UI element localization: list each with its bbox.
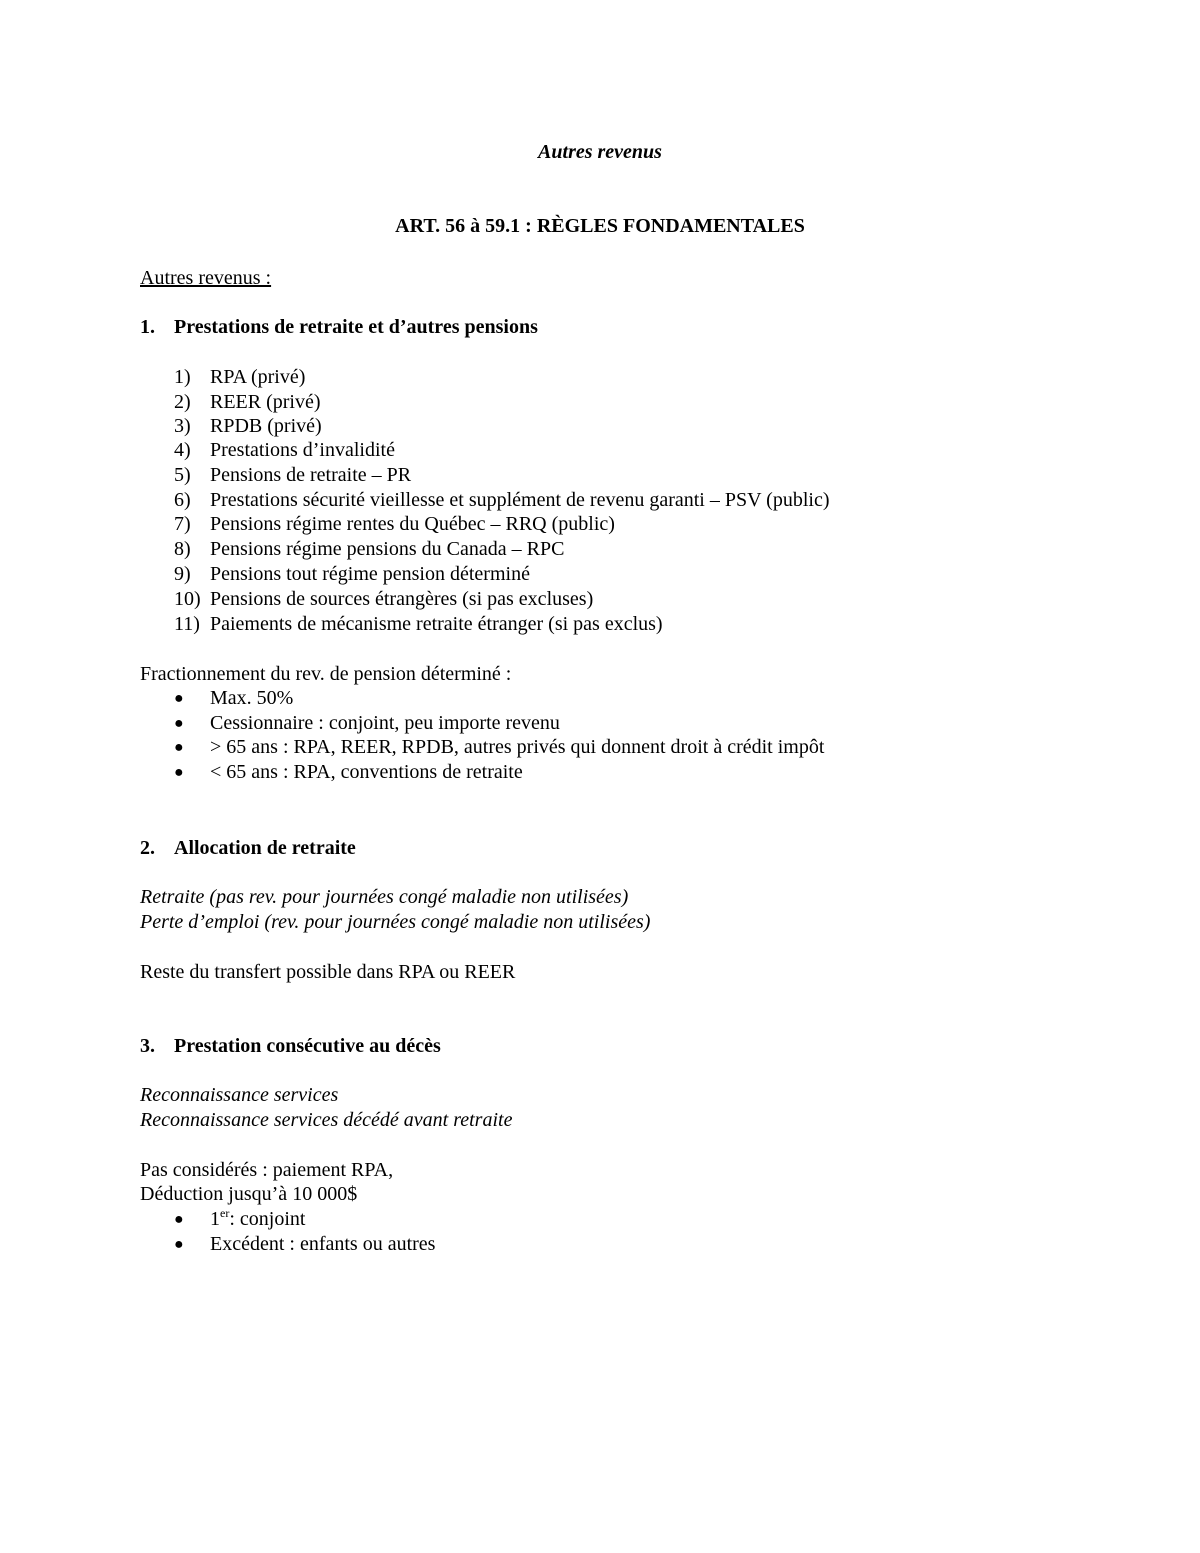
section-1-heading <box>140 315 538 339</box>
deduction-line: Déduction jusqu’à 10 000$ <box>140 1183 358 1205</box>
section-2-number: 2. <box>140 837 155 859</box>
section-2-heading <box>140 836 356 860</box>
bullet-icon: ● <box>174 764 184 781</box>
transfer-note: Reste du transfert possible dans RPA ou REER <box>140 961 516 983</box>
bullet-item: ● > 65 ans : RPA, REER, RPDB, autres privés qui donnent droit à crédit impôt <box>174 736 825 758</box>
list-item: 6) Prestations sécurité vieillesse et supplément de revenu garanti – PSV (public) <box>174 489 830 511</box>
list-item: 1) RPA (privé) <box>174 366 306 388</box>
bullet-icon: ● <box>174 739 184 756</box>
bullet-icon: ● <box>174 1236 184 1253</box>
bullet-item: ● 1er: conjoint <box>174 1206 306 1230</box>
job-loss-line: Perte d’emploi (rev. pour journées congé maladie non utilisées) <box>140 911 651 933</box>
intro-label: Autres revenus : <box>140 267 272 289</box>
bullet-item: ● < 65 ans : RPA, conventions de retraite <box>174 761 523 783</box>
list-item: 3) RPDB (privé) <box>174 415 322 437</box>
list-item: 5) Pensions de retraite – PR <box>174 464 412 486</box>
bullet-icon: ● <box>174 1211 184 1228</box>
document-title: Autres revenus <box>538 141 662 163</box>
list-item: 8) Pensions régime pensions du Canada – RPC <box>174 538 565 560</box>
bullet-item: ● Excédent : enfants ou autres <box>174 1233 436 1255</box>
section-1-number: 1. <box>140 316 155 338</box>
section-3-number: 3. <box>140 1035 155 1057</box>
list-item: 7) Pensions régime rentes du Québec – RRQ (public) <box>174 513 615 535</box>
bullet-icon: ● <box>174 690 184 707</box>
recognition-line: Reconnaissance services <box>140 1084 339 1106</box>
bullet-icon: ● <box>174 715 184 732</box>
list-item: 11) Paiements de mécanisme retraite étranger (si pas exclus) <box>174 613 663 635</box>
list-item: 10) Pensions de sources étrangères (si pas excluses) <box>174 588 594 610</box>
section-2-title: Allocation de retraite <box>174 837 356 859</box>
section-1-title: Prestations de retraite et d’autres pensions <box>174 316 538 338</box>
bullet-item: ● Cessionnaire : conjoint, peu importe revenu <box>174 712 560 734</box>
section-3-title: Prestation consécutive au décès <box>174 1035 441 1057</box>
section-3-heading <box>140 1034 441 1058</box>
recognition-deceased-line: Reconnaissance services décédé avant retraite <box>140 1109 513 1131</box>
not-considered-line: Pas considérés : paiement RPA, <box>140 1159 394 1181</box>
list-item: 9) Pensions tout régime pension déterminé <box>174 563 530 585</box>
list-item: 4) Prestations d’invalidité <box>174 439 395 461</box>
bullet-item: ● Max. 50% <box>174 687 294 709</box>
pension-split-label: Fractionnement du rev. de pension déterminé : <box>140 663 512 685</box>
document-subtitle: ART. 56 à 59.1 : RÈGLES FONDAMENTALES <box>395 215 805 237</box>
list-item: 2) REER (privé) <box>174 391 321 413</box>
retirement-line: Retraite (pas rev. pour journées congé maladie non utilisées) <box>140 886 629 908</box>
